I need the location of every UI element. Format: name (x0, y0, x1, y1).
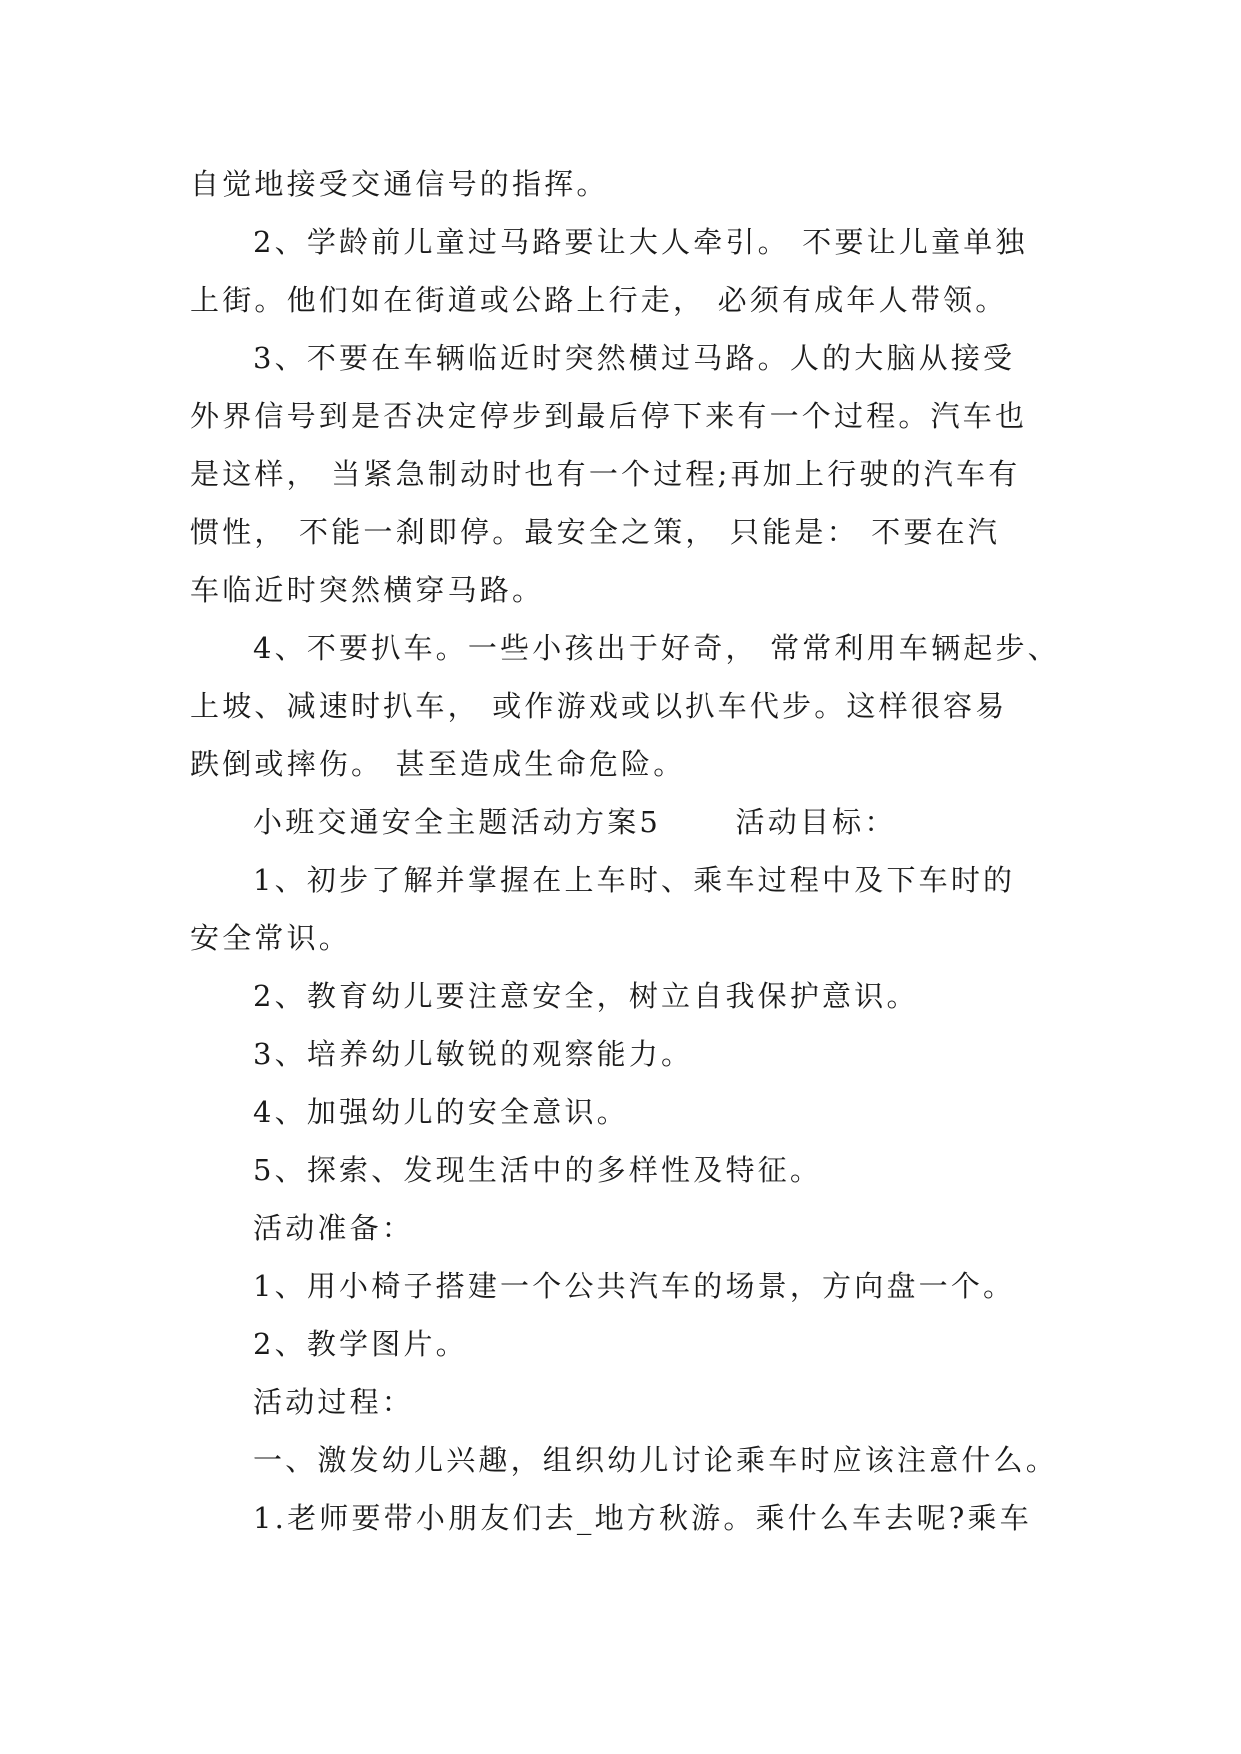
text-line-1: 自觉地接受交通信号的指挥。 (190, 167, 609, 201)
text-line-2: 2、学龄前儿童过马路要让大人牵引。 不要让儿童单独 (253, 225, 1028, 259)
text-line-9: 4、不要扒车。一些小孩出于好奇， 常常利用车辆起步、 (253, 631, 1060, 665)
text-line-5: 外界信号到是否决定停步到最后停下来有一个过程。汽车也 (190, 399, 1028, 433)
text-line-20: 1、用小椅子搭建一个公共汽车的场景，方向盘一个。 (253, 1269, 1016, 1303)
text-line-22: 活动过程： (253, 1385, 415, 1419)
text-line-16: 3、培养幼儿敏锐的观察能力。 (253, 1037, 694, 1071)
text-line-14: 安全常识。 (190, 921, 352, 955)
text-line-7: 惯性， 不能一刹即停。最安全之策， 只能是： 不要在汽 (190, 515, 1001, 549)
text-line-6: 是这样， 当紧急制动时也有一个过程;再加上行驶的汽车有 (190, 457, 1021, 491)
text-line-18: 5、探索、发现生活中的多样性及特征。 (253, 1153, 823, 1187)
text-line-17: 4、加强幼儿的安全意识。 (253, 1095, 629, 1129)
text-line-19: 活动准备： (253, 1211, 415, 1245)
text-line-10: 上坡、减速时扒车， 或作游戏或以扒车代步。这样很容易 (190, 689, 1008, 723)
text-line-8: 车临近时突然横穿马路。 (190, 573, 545, 607)
text-line-15: 2、教育幼儿要注意安全，树立自我保护意识。 (253, 979, 919, 1013)
section-title-line: 小班交通安全主题活动方案5 活动目标： (253, 805, 897, 839)
text-line-4: 3、不要在车辆临近时突然横过马路。人的大脑从接受 (253, 341, 1016, 375)
text-line-3: 上街。他们如在街道或公路上行走， 必须有成年人带领。 (190, 283, 1008, 317)
text-line-23: 一、激发幼儿兴趣，组织幼儿讨论乘车时应该注意什么。 (253, 1443, 1059, 1477)
text-line-11: 跌倒或摔伤。 甚至造成生命危险。 (190, 747, 686, 781)
text-line-13: 1、初步了解并掌握在上车时、乘车过程中及下车时的 (253, 863, 1016, 897)
text-line-24: 1.老师要带小朋友们去_地方秋游。乘什么车去呢?乘车 (253, 1501, 1032, 1535)
text-line-21: 2、教学图片。 (253, 1327, 468, 1361)
